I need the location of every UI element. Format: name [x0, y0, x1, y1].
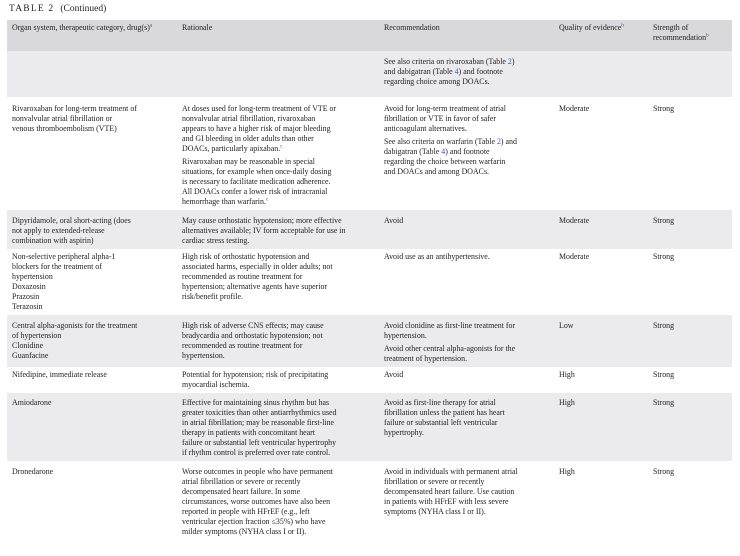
table-row — [7, 249, 732, 315]
organ-cell — [7, 51, 177, 97]
table-link[interactable]: 2 — [496, 137, 501, 146]
quality-cell: Moderate — [554, 210, 648, 249]
table-continued-note: (Continued) — [60, 4, 107, 14]
strength-cell: Strong — [653, 370, 675, 379]
rationale-cell: Effective for maintaining sinus rhythm but has greater toxicities than other antiarrhythmics used in atrial fibrillation; may be reasonable first-line therapy in patients with concomitant heart failure or substantial left ventricular hypertrophy if rhythm control is preferred over rate control. — [177, 393, 379, 461]
strength-cell: Strong — [648, 393, 732, 461]
table-label: TABLE 2 — [9, 4, 55, 14]
table-row — [7, 393, 732, 461]
organ-cell: Rivaroxaban for long-term treatment of nonvalvular atrial fibrillation or venous thromboembolism (VTE) — [12, 104, 137, 133]
strength-cell: Strong — [648, 210, 732, 249]
rationale-cell: High risk of adverse CNS effects; may cause bradycardia and orthostatic hypotension; not recommended as routine treatment for hypertension. — [177, 315, 379, 367]
recommendation-cell: Avoid — [384, 370, 404, 379]
rationale-cell: Potential for hypotension; risk of precipitating myocardial ischemia. — [182, 370, 329, 389]
recommendation-cell: Avoid use as an antihypertensive. — [384, 252, 490, 261]
recommendation-cell: Avoid in individuals with permanent atrial fibrillation or severe or recently decompensated heart failure. Use caution in patients with HFrEF with less severe symptoms (NYHA class I or II). — [384, 467, 518, 516]
header-organ: Organ system, therapeutic category, $drug(s)^a$ — [7, 20, 177, 51]
strength-cell: Strong — [653, 252, 675, 261]
header-quality: Quality of evidence$^b$ — [554, 20, 648, 51]
organ-cell: Nifedipine, immediate release — [12, 370, 107, 379]
strength-cell: Strong — [653, 467, 675, 476]
organ-cell: Amiodarone — [7, 393, 177, 461]
rationale-cell: May cause orthostatic hypotension; more effective alternatives available; IV form acceptable for use in cardiac stress testing. — [177, 210, 379, 249]
strength-cell: Strong — [653, 104, 675, 113]
quality-cell: Moderate — [559, 252, 590, 261]
quality-cell: Low — [554, 315, 648, 367]
recommendation-cell: Avoid for long-term treatment of atrial fibrillation or VTE in favor of safer anticoagulant alternatives. See also criteria on warfarin (Table 2) and dabigatran (Table 4) and footnote regarding the choice between warfarin and DOACs and among DOACs. — [384, 104, 517, 176]
table-header-row — [7, 20, 732, 51]
strength-cell: Strong — [648, 315, 732, 367]
strength-cell — [648, 51, 732, 97]
quality-cell: High — [554, 393, 648, 461]
recommendation-cell: Avoid clonidine as first-line treatment for hypertension. Avoid other central alpha-agonists for the treatment of hypertension. — [379, 315, 554, 367]
quality-cell: High — [559, 467, 575, 476]
organ-cell: Dronedarone — [12, 467, 54, 476]
rationale-cell: Worse outcomes in people who have permanent atrial fibrillation or severe or recently decompensated heart failure. In some circumstances, worse outcomes have also been reported in people with HFrEF (e.g., left ventricular ejection fraction ≤35%) who have milder symptoms (NYHA class I or II). — [182, 467, 333, 536]
header-recommendation: Recommendation — [379, 20, 554, 51]
recommendation-cell: See also criteria on rivaroxaban (Table 2) and dabigatran (Table 4) and footnote regarding choice among DOACs. — [379, 51, 554, 97]
header-strength: Strength of recommendation$^b$ — [648, 20, 732, 51]
header-rationale: Rationale — [177, 20, 379, 51]
table-caption — [9, 4, 106, 14]
recommendation-cell: Avoid — [379, 210, 554, 249]
rationale-cell — [177, 51, 379, 97]
table-link[interactable]: 4 — [441, 147, 446, 156]
organ-cell: Dipyridamole, oral short-acting (does not apply to extended-release combination with aspirin) — [7, 210, 177, 249]
table-row — [7, 461, 732, 540]
table-row — [7, 210, 732, 249]
organ-cell: Non-selective peripheral alpha-1 blockers for the treatment of hypertension Doxazosin Prazosin Terazosin — [12, 252, 116, 311]
table-row — [7, 367, 732, 393]
table-link[interactable]: 4 — [454, 67, 459, 76]
table-row — [7, 51, 732, 97]
recommendation-cell: Avoid as first-line therapy for atrial fibrillation unless the patient has heart failure or substantial left ventricular hypertrophy. — [379, 393, 554, 461]
rationale-cell: High risk of orthostatic hypotension and associated harms, especially in older adults; not recommended as routine treatment for hypertension; alternative agents have superior risk/benefit profile. — [182, 252, 333, 301]
table-row — [7, 97, 732, 210]
rationale-cell: At doses used for long-term treatment of VTE or nonvalvular atrial fibrillation, rivaroxaban appears to have a higher risk of major bleeding and GI bleeding in older adults than other DOACs, particularly apixaban.$^c$ Rivaroxaban may be reasonable in special situations, for example when once-daily dosing is necessary to facilitate medication adherence. All DOACs confer a lower risk of intracranial hemorrhage than warfarin.$^c$ — [182, 104, 337, 206]
quality-cell — [554, 51, 648, 97]
table-link[interactable]: 2 — [507, 57, 512, 66]
criteria-table — [7, 20, 732, 540]
quality-cell: Moderate — [559, 104, 590, 113]
quality-cell: High — [559, 370, 575, 379]
organ-cell: Central alpha-agonists for the treatment of hypertension Clonidine Guanfacine — [7, 315, 177, 367]
table-row — [7, 315, 732, 367]
